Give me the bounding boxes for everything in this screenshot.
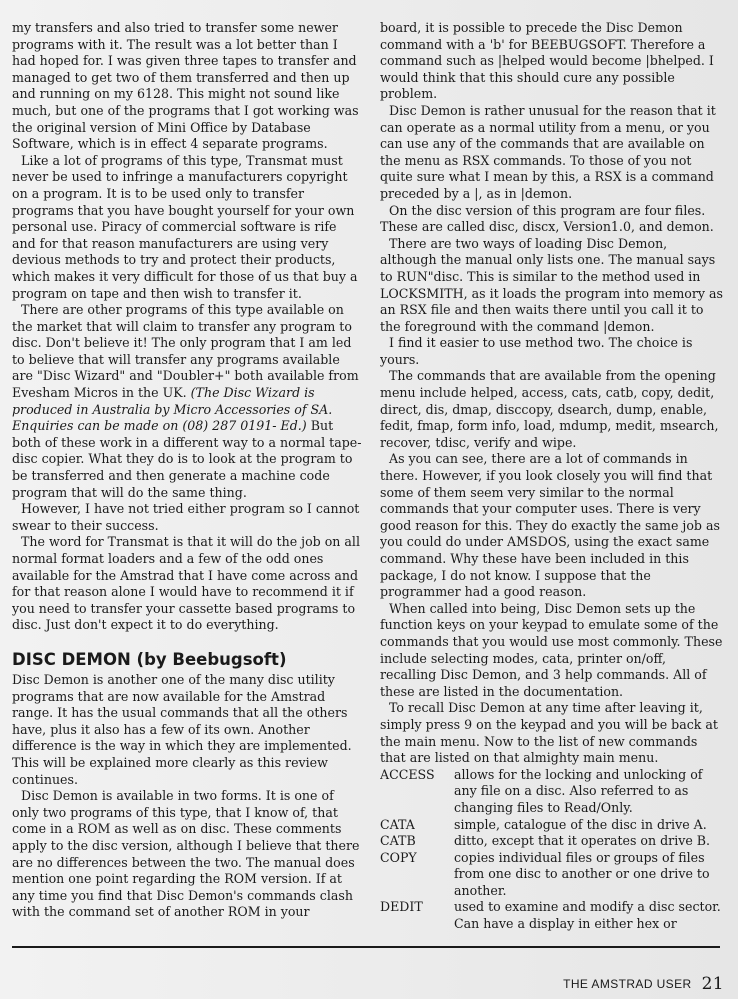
command-name: CATA <box>380 816 415 832</box>
paragraph: Disc Demon is another one of the many disc utility programs that are now available for the Amstrad range. It has the usual commands that all the others have, plus it also has a few of its own. Another difference is the way in which they are implemented. This will be explained more clearly as this review continues. <box>12 671 352 787</box>
command-name: ACCESS <box>380 766 435 782</box>
command-list <box>380 767 724 933</box>
command-description: allows for the locking and unlocking of any file on a disc. Also referred to as changing files to Read/Only. <box>454 766 703 815</box>
paragraph-text: But both of these work in a different way to a normal tape-disc copier. What they do is to look at the program to be transferred and then generate a machine code program that will do the same thing. <box>12 418 362 500</box>
command-name: COPY <box>380 849 417 865</box>
command-row <box>380 850 724 900</box>
paragraph: Like a lot of programs of this type, Transmat must never be used to infringe a manufacturers copyright on a program. It is to be used only to transfer programs that you have bought yourself for your own personal use. Piracy of commercial software is rife and for that reason manufacturers are using very devious methods to try and protect their products, which makes it very difficult for those of us that buy a program on tape and then wish to transfer it. <box>12 152 358 301</box>
command-description: simple, catalogue of the disc in drive A. <box>454 816 707 832</box>
command-description: copies individual files or groups of files from one disc to another or one drive to another. <box>454 849 710 898</box>
page-number: 21 <box>701 974 724 994</box>
paragraph: There are two ways of loading Disc Demon, although the manual only lists one. The manual says to RUN"disc. This is similar to the method used in LOCKSMITH, as it loads the program into memory as an RSX file and then waits there until you call it to the foreground with the command |demon. <box>380 235 723 334</box>
paragraph: When called into being, Disc Demon sets up the function keys on your keypad to emulate some of the commands that you would use most commonly. These include selecting modes, cata, printer on/off, recalling Disc Demon, and 3 help commands. All of these are listed in the documentation. <box>380 600 723 699</box>
paragraph: board, it is possible to precede the Disc Demon command with a 'b' for BEEBUGSOFT. Therefore a command such as |helped would become |bhelped. I would think that this should cure any possible problem. <box>380 20 714 102</box>
command-description: ditto, except that it operates on drive B. <box>454 833 711 849</box>
paragraph <box>12 302 364 501</box>
publication-name: THE AMSTRAD USER <box>563 977 692 991</box>
paragraph: The commands that are available from the opening menu include helped, access, cats, catb, copy, dedit, direct, dis, dmap, disccopy, dsearch, dump, enable, fedit, fmap, form info, load, mdump, medit, msearch, recover, tdisc, verify and wipe. <box>380 368 719 450</box>
command-row <box>380 899 724 932</box>
paragraph: However, I have not tried either program so I cannot swear to their success. <box>12 501 360 533</box>
section-heading: DISC DEMON (by Beebugsoft) <box>12 649 287 669</box>
paragraph-text: There are other programs of this type available on the market that will claim to transfer any program to disc. Don't believe it! The only program that I am led to believe that will transfer any programs available are "Disc Wizard" and "Doubler+" both available from Evesham Micros in the UK. <box>12 302 359 401</box>
footer-rule <box>12 946 720 948</box>
left-column <box>12 20 364 950</box>
paragraph: On the disc version of this program are four files. These are called disc, discx, Version1.0, and demon. <box>380 202 714 235</box>
paragraph: Disc Demon is available in two forms. It is one of only two programs of this type, that I know of, that come in a ROM as well as on disc. These comments apply to the disc version, although I believe that there are no differences between the two. The manual does mention one point regarding the ROM version. If at any time you find that Disc Demon's commands clash with the command set of another ROM in your <box>12 788 360 920</box>
paragraph: I find it easier to use method two. The choice is yours. <box>380 335 693 367</box>
paragraph: Disc Demon is rather unusual for the reason that it can operate as a normal utility from a menu, or you can use any of the commands that are available on the menu as RSX commands. To those of you not quite sure what I mean by this, a RSX is a command preceded by a |, as in |demon. <box>380 102 716 201</box>
paragraph: my transfers and also tried to transfer some newer programs with it. The result was a lot better than I had hoped for. I was given three tapes to transfer and managed to get two of them transferred and then up and running on my 6128. This might not sound like much, but one of the programs that I got working was the original version of Mini Office by Database Software, which is in effect 4 separate programs. <box>12 20 359 152</box>
paragraph: As you can see, there are a lot of commands in there. However, if you look closely you will find that some of them seem very similar to the normal commands that your computer uses. There is very good reason for this. They do exactly the same job as you could do under AMSDOS, using the exact same command. Why these have been included in this package, I do not know. I suppose that the programmer had a good reason. <box>380 451 720 600</box>
command-name: CATB <box>380 833 416 849</box>
command-row <box>380 833 724 850</box>
command-name: DEDIT <box>380 899 423 915</box>
right-column <box>380 20 724 940</box>
paragraph: The word for Transmat is that it will do the job on all normal format loaders and a few of the odd ones available for the Amstrad that I have come across and for that reason alone I would have to recommend it if you need to transfer your cassette based programs to disc. Just don't expect it to do everything. <box>12 534 360 633</box>
command-row <box>380 767 724 817</box>
editor-note: (The Disc Wizard is produced in Australia by Micro Accessories of SA. Enquiries can be made on (08) 287 0191- Ed.) <box>12 385 333 434</box>
paragraph: To recall Disc Demon at any time after leaving it, simply press 9 on the keypad and you will be back at the main menu. Now to the list of new commands that are listed on that almighty main menu. <box>380 700 718 766</box>
command-description: used to examine and modify a disc sector. Can have a display in either hex or <box>454 899 721 932</box>
command-row <box>380 817 724 834</box>
page-footer <box>563 974 724 994</box>
